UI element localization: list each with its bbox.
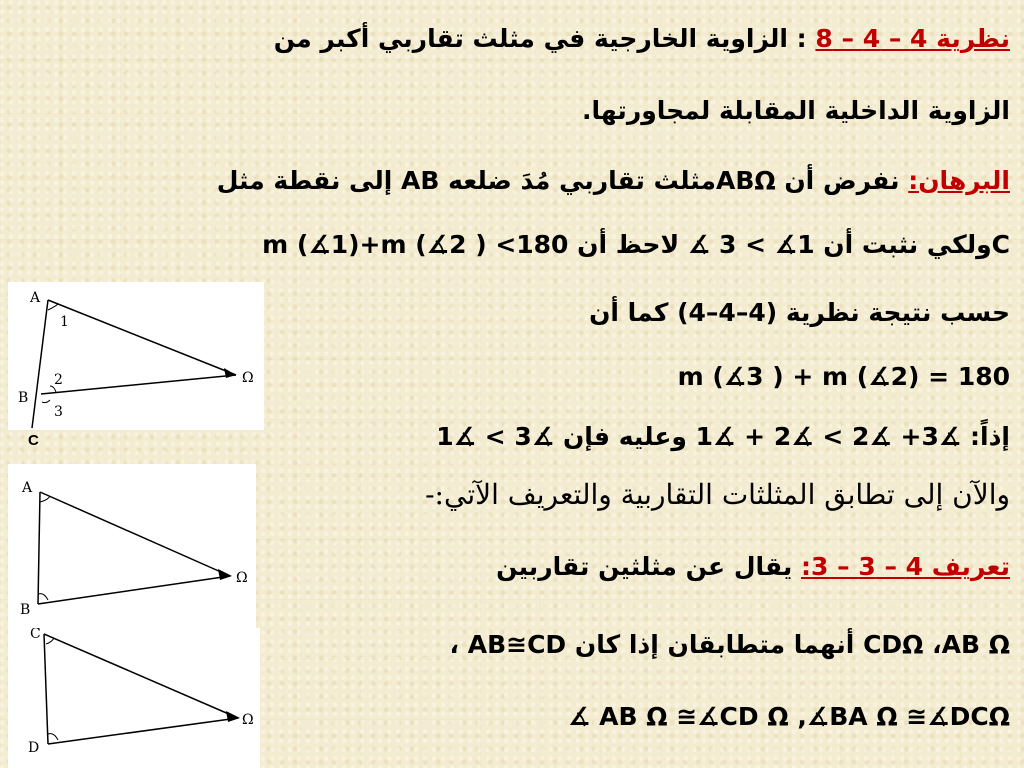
fig1-label-A: A (30, 290, 41, 306)
proof-line-4: m (∡3 ) + m (∡2) = 180 (677, 362, 1010, 391)
theorem-statement-part1: : الزاوية الخارجية في مثلث تقاربي أكبر من (273, 24, 816, 53)
proof-statement-part1: نفرض أن ABΩمثلث تقاربي مُدَ ضلعه AB إلى نقطة مثل (216, 166, 909, 195)
fig1-label-C: C (28, 432, 39, 449)
figure-triangle-2 (8, 464, 256, 628)
definition-line-2: CDΩ ،AB Ω أنهما متطابقان إذا كان AB≅CD ، (449, 630, 1010, 659)
definition-statement-part1: يقال عن مثلثين تقاربين (496, 552, 802, 581)
proof-line-6: والآن إلى تطابق المثلثات التقاربية والتعريف الآتي:- (425, 478, 1010, 511)
fig2-label-B: B (20, 602, 31, 618)
proof-label: البرهان: (908, 166, 1010, 195)
theorem-line-2: الزاوية الداخلية المقابلة لمجاورتها. (582, 96, 1010, 125)
proof-line-2: Cولكي نثبت أن 1∡ > 3 ∡ لاحظ أن m (∡1)+m (∡2 ) <180 (262, 230, 1010, 259)
fig1-label-omega: Ω (242, 370, 254, 386)
figure-triangle-3 (8, 628, 260, 768)
fig3-label-omega: Ω (242, 712, 254, 728)
fig2-label-A: A (22, 480, 33, 496)
fig2-label-omega: Ω (236, 570, 248, 586)
proof-line-5: إذاً: ∡3+ ∡2 > ∡2 + ∡1 وعليه فإن ∡3 > ∡1 (436, 422, 1010, 451)
theorem-label: نظرية 4 – 4 – 8 (815, 24, 1010, 53)
fig1-label-2: 2 (54, 372, 63, 388)
fig1-label-1: 1 (60, 314, 69, 330)
fig3-label-D: D (28, 740, 40, 756)
proof-line-3: حسب نتيجة نظرية (4–4–4) كما أن (589, 298, 1010, 327)
fig3-label-C: C (30, 628, 41, 642)
figure-triangle-1 (8, 282, 264, 430)
definition-label: تعريف 4 – 3 – 3: (801, 552, 1010, 581)
fig1-label-3: 3 (54, 404, 63, 420)
definition-line-1 (496, 550, 1010, 584)
figure-2-drawing (8, 464, 256, 628)
theorem-line-1 (274, 22, 1010, 56)
fig1-label-B: B (18, 390, 29, 406)
figure-3-drawing (8, 628, 260, 768)
figure-1-drawing (8, 282, 264, 430)
proof-line-1 (217, 164, 1010, 198)
definition-line-3: ∡ AB Ω ≅∡CD Ω ,∡BA Ω ≅∡DCΩ (568, 702, 1010, 731)
